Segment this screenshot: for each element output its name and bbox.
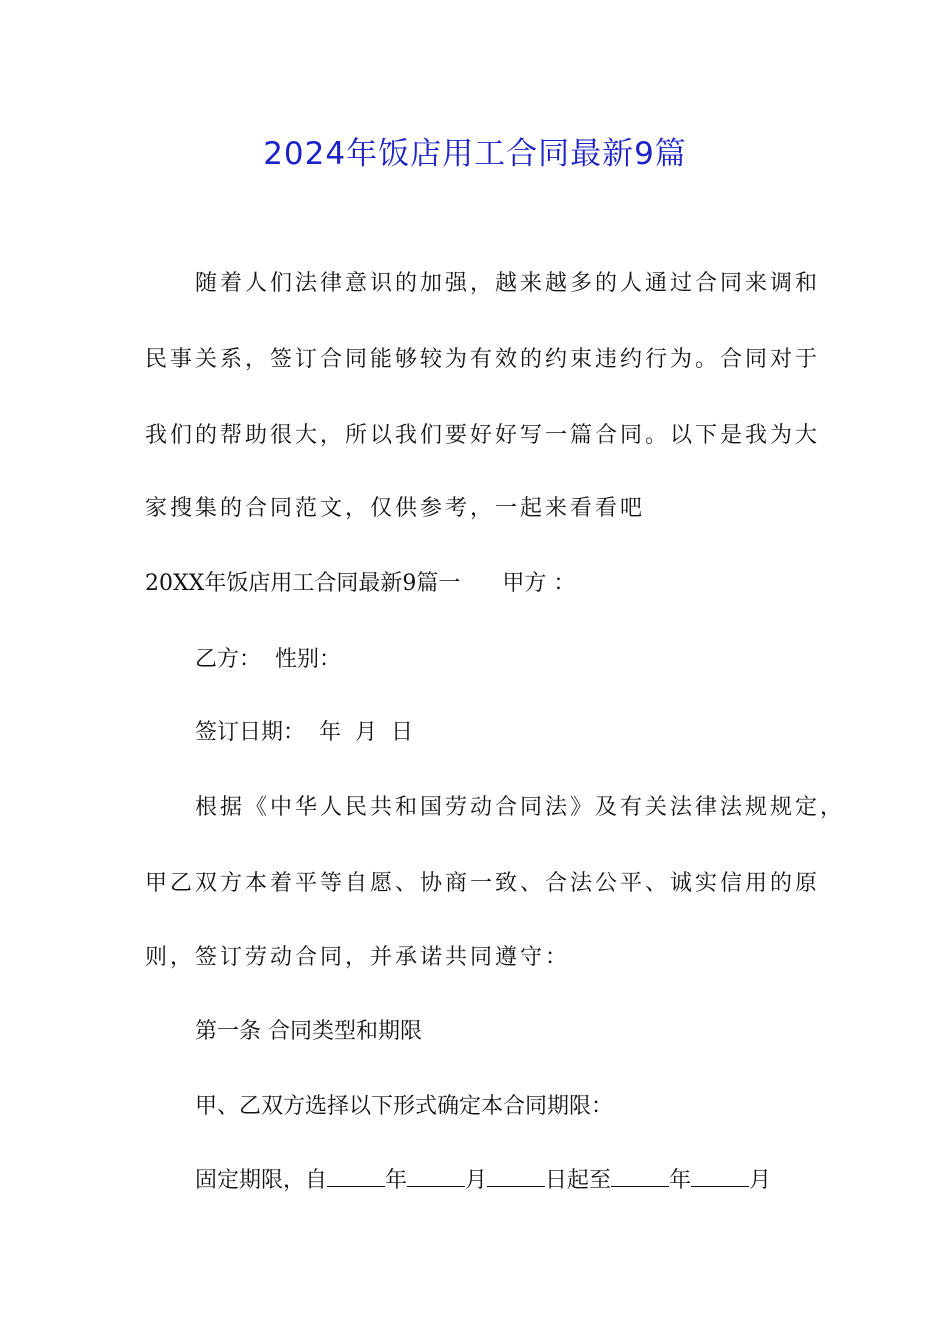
section-heading-line xyxy=(145,569,575,599)
fixed-term-year-2: 年 xyxy=(669,1168,692,1193)
fixed-term-year-1: 年 xyxy=(385,1168,408,1193)
blank-month-2 xyxy=(691,1168,749,1187)
basis-line-2: 甲乙双方本着平等自愿、协商一致、合法公平、诚实信用的原 xyxy=(145,871,821,896)
intro-line-1: 随着人们法律意识的加强，越来越多的人通过合同来调和 xyxy=(195,271,821,296)
term-choice-line: 甲、乙双方选择以下形式确定本合同期限： xyxy=(195,1094,614,1119)
blank-month-1 xyxy=(407,1168,465,1187)
fixed-term-prefix: 固定期限，自 xyxy=(195,1168,328,1193)
gender-label: 性别： xyxy=(275,647,342,672)
article-1-heading: 第一条 合同类型和期限 xyxy=(195,1019,422,1044)
fixed-term-month-1: 月 xyxy=(465,1168,488,1193)
party-a-label: 甲方 ： xyxy=(502,571,576,596)
party-b-label: 乙方： xyxy=(195,647,262,672)
sign-year: 年 xyxy=(319,720,342,745)
sign-month: 月 xyxy=(355,720,378,745)
fixed-term-month-2: 月 xyxy=(749,1168,772,1193)
party-b-line xyxy=(195,645,341,675)
sign-day: 日 xyxy=(391,720,414,745)
sign-date-line xyxy=(195,718,413,748)
intro-line-4: 家搜集的合同范文，仅供参考，一起来看看吧 xyxy=(145,496,646,521)
sign-date-label: 签订日期： xyxy=(195,720,306,745)
blank-year-2 xyxy=(611,1168,669,1187)
blank-year-1 xyxy=(327,1168,385,1187)
fixed-term-line xyxy=(195,1166,771,1196)
blank-day-1 xyxy=(487,1168,545,1187)
document-title: 2024年饭店用工合同最新9篇 xyxy=(263,136,687,172)
intro-line-3: 我们的帮助很大，所以我们要好好写一篇合同。以下是我为大 xyxy=(145,423,821,448)
basis-line-1: 根据《中华人民共和国劳动合同法》及有关法律法规规定， xyxy=(195,795,846,820)
intro-line-2: 民事关系，签订合同能够较为有效的约束违约行为。合同对于 xyxy=(145,347,821,372)
fixed-term-day-to: 日起至 xyxy=(545,1168,612,1193)
section-heading: 20XX年饭店用工合同最新9篇一 xyxy=(145,571,461,596)
basis-line-3: 则，签订劳动合同，并承诺共同遵守： xyxy=(145,945,571,970)
